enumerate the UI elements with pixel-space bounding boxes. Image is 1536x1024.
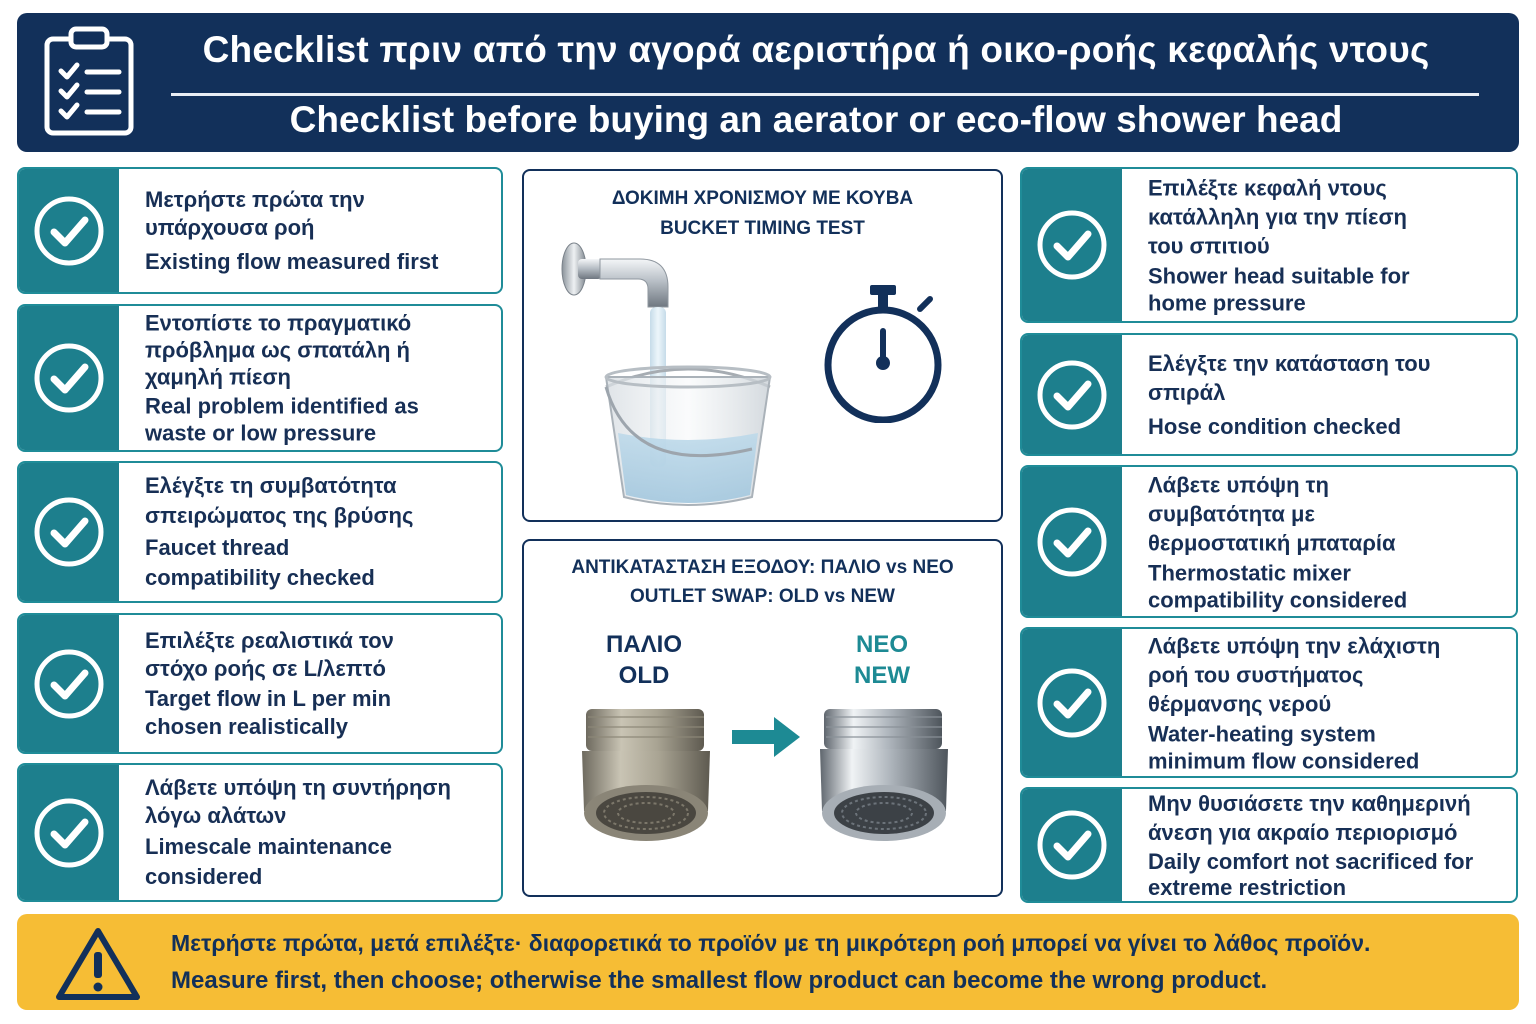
item-text-greek: Μετρήστε πρώτα την υπάρχουσα ροή [145, 186, 365, 240]
checklist-text [1148, 789, 1508, 901]
item-text-english: Daily comfort not sacrificed for extreme restriction [1148, 849, 1474, 900]
item-text-english: Water-heating system minimum flow considered [1148, 721, 1420, 773]
new-label-greek: ΝΕΟ [855, 631, 908, 658]
checklist-text [1148, 174, 1508, 317]
item-text-english: Real problem identified as waste or low pressure [145, 393, 419, 446]
item-text-greek: Ελέγξτε την κατάσταση του σπιράλ [1148, 350, 1431, 405]
stopwatch-icon [820, 283, 948, 423]
item-text-english: Faucet thread compatibility checked [145, 535, 375, 590]
faucet-icon [560, 241, 710, 311]
page-title-greek: Checklist πριν από την αγορά αεριστήρα ή οικο-ροής κεφαλής ντους [202, 29, 1430, 70]
item-text-greek: Λάβετε υπόψη την ελάχιστη ροή του συστήματος θέρμανσης νερού [1148, 633, 1441, 716]
checklist-text [145, 310, 493, 447]
checklist-text [1148, 631, 1508, 774]
check-circle-icon [1036, 667, 1108, 739]
new-aerator-icon [814, 701, 954, 851]
check-circle-icon [33, 648, 105, 720]
checklist-item [17, 304, 503, 452]
checklist-item [17, 613, 503, 754]
item-text-english: Hose condition checked [1148, 413, 1402, 439]
checklist-item [1020, 333, 1518, 456]
item-text-greek: Λάβετε υπόψη τη συντήρηση λόγω αλάτων [145, 774, 451, 828]
check-circle-icon [33, 195, 105, 267]
item-text-greek: Εντοπίστε το πραγματικό πρόβλημα ως σπατάλη ή χαμηλή πίεση [145, 310, 412, 390]
item-text-english: Thermostatic mixer compatibility considered [1148, 560, 1408, 612]
new-label-english: NEW [854, 662, 910, 689]
outlet-swap-panel [522, 539, 1003, 897]
header-banner [17, 13, 1519, 152]
warning-text-english: Measure first, then choose; otherwise the smallest flow product can become the wrong product. [171, 967, 1268, 994]
check-circle-icon [1036, 809, 1108, 881]
checklist-text [145, 774, 493, 892]
check-circle-icon [33, 342, 105, 414]
header-divider [171, 93, 1479, 96]
warning-icon [55, 926, 141, 1002]
item-text-english: Shower head suitable for home pressure [1148, 263, 1410, 316]
checklist-text [1148, 470, 1508, 613]
item-text-greek: Επιλέξτε κεφαλή ντους κατάλληλη για την πίεση του σπιτιού [1148, 175, 1407, 259]
item-text-greek: Ελέγξτε τη συμβατότητα σπειρώματος της βρύσης [145, 473, 414, 528]
swap-panel-title-english: OUTLET SWAP: OLD vs NEW [630, 586, 895, 607]
warning-banner [17, 914, 1519, 1010]
checklist-item [17, 763, 503, 902]
item-text-english: Target flow in L per min chosen realistically [145, 685, 392, 739]
item-text-greek: Επιλέξτε ρεαλιστικά τον στόχο ροής σε L/λεπτό [145, 627, 394, 681]
page-title-english: Checklist before buying an aerator or eco-flow shower head [289, 99, 1343, 140]
check-circle-icon [1036, 209, 1108, 281]
old-label-greek: ΠΑΛΙΟ [605, 631, 682, 658]
check-circle-icon [1036, 359, 1108, 431]
checklist-item [1020, 465, 1518, 618]
check-circle-icon [33, 797, 105, 869]
bucket-icon [602, 357, 774, 509]
bucket-test-panel [522, 169, 1003, 522]
warning-text-greek: Μετρήστε πρώτα, μετά επιλέξτε· διαφορετικά το προϊόν με τη μικρότερη ροή μπορεί να γίνει το λάθος προϊόν. [171, 930, 1371, 956]
swap-panel-title-greek: ΑΝΤΙΚΑΤΑΣΤΑΣΗ ΕΞΟΔΟΥ: ΠΑΛΙΟ vs ΝΕΟ [571, 557, 954, 578]
checklist-item [17, 461, 503, 603]
checklist-text [145, 627, 493, 741]
clipboard-checklist-icon [43, 25, 135, 137]
checklist-text [145, 186, 493, 276]
old-aerator-icon [576, 701, 716, 851]
bucket-panel-title-greek: ΔΟΚΙΜΗ ΧΡΟΝΙΣΜΟΥ ΜΕ ΚΟΥΒΑ [611, 188, 914, 209]
bucket-panel-title-english: BUCKET TIMING TEST [660, 218, 865, 239]
checklist-text [145, 471, 493, 593]
check-circle-icon [1036, 506, 1108, 578]
check-circle-icon [33, 496, 105, 568]
checklist-item [17, 167, 503, 294]
checklist-item [1020, 167, 1518, 323]
arrow-right-icon [730, 715, 802, 759]
old-label-english: OLD [618, 662, 670, 689]
checklist-text [1148, 349, 1508, 441]
item-text-greek: Λάβετε υπόψη τη συμβατότητα με θερμοστατική μπαταρία [1148, 472, 1396, 555]
checklist-item [1020, 627, 1518, 778]
item-text-greek: Μην θυσιάσετε την καθημερινή άνεση για ακραίο περιορισμό [1148, 791, 1471, 845]
item-text-english: Existing flow measured first [145, 248, 439, 274]
item-text-english: Limescale maintenance considered [145, 833, 393, 889]
checklist-item [1020, 787, 1518, 903]
